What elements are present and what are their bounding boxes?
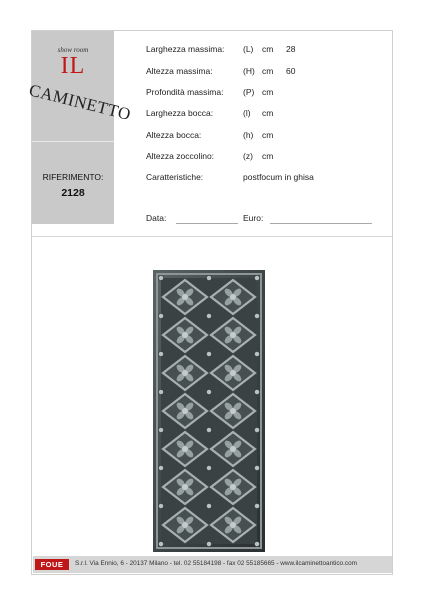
features-value: postfocum in ghisa — [243, 172, 314, 182]
panel-rivet — [206, 503, 211, 508]
date-euro-row — [146, 213, 376, 227]
euro-line — [270, 223, 372, 224]
panel-rivet — [254, 465, 259, 470]
logo-show-room: show room — [57, 46, 89, 54]
panel-rivet — [158, 275, 163, 280]
spec-symbol: (l) — [243, 108, 251, 118]
ornament-center — [230, 484, 236, 490]
ornament-center — [182, 522, 188, 528]
ornament-center — [230, 332, 236, 338]
spec-symbol: (z) — [243, 151, 253, 161]
panel-rivet — [254, 427, 259, 432]
spec-row — [146, 151, 376, 165]
spec-unit: cm — [262, 66, 274, 76]
ornament-center — [230, 294, 236, 300]
spec-label: Altezza massima: — [146, 66, 213, 76]
spec-symbol: (H) — [243, 66, 255, 76]
date-label: Data: — [146, 213, 167, 223]
panel-rivet — [158, 503, 163, 508]
panel-rivet — [254, 541, 259, 546]
spec-value: 28 — [286, 44, 296, 54]
spec-label: Larghezza bocca: — [146, 108, 214, 118]
panel-rivet — [206, 313, 211, 318]
spec-unit: cm — [262, 87, 274, 97]
footer-address: S.r.l. Via Ennio, 6 - 20137 Milano - tel. 02 55184198 - fax 02 55185665 - www.ilcaminettoantico.com — [75, 560, 357, 567]
panel-rivet — [158, 313, 163, 318]
panel-rivet — [254, 351, 259, 356]
spec-label: Altezza bocca: — [146, 130, 202, 140]
cast-iron-panel — [153, 270, 265, 552]
panel-rivet — [206, 465, 211, 470]
panel-rivet — [158, 351, 163, 356]
panel-rivet — [254, 275, 259, 280]
panel-rivet — [158, 427, 163, 432]
panel-rivet — [158, 541, 163, 546]
ornament-center — [182, 332, 188, 338]
spec-row — [146, 108, 376, 122]
footer-logo: FOUE — [35, 559, 69, 570]
spec-symbol: (h) — [243, 130, 254, 140]
spec-symbol: (P) — [243, 87, 255, 97]
footer-bar — [33, 556, 392, 573]
ornament-center — [230, 370, 236, 376]
ornament-center — [230, 446, 236, 452]
ornament-center — [182, 484, 188, 490]
date-line — [176, 223, 238, 224]
company-logo — [27, 31, 133, 141]
logo-brand: CAMINETTO — [27, 80, 133, 125]
panel-rivet — [206, 351, 211, 356]
spec-unit: cm — [262, 44, 274, 54]
spec-row — [146, 44, 376, 58]
features-row — [146, 172, 376, 186]
ornament-center — [182, 294, 188, 300]
panel-rivet — [206, 427, 211, 432]
panel-rivet — [254, 389, 259, 394]
spec-label: Profondità massima: — [146, 87, 224, 97]
panel-rivet — [254, 503, 259, 508]
reference-label: RIFERIMENTO: — [42, 172, 104, 182]
ornament-center — [182, 370, 188, 376]
ornament-center — [230, 522, 236, 528]
section-divider — [32, 236, 392, 237]
ornament-center — [230, 408, 236, 414]
spec-symbol: (L) — [243, 44, 254, 54]
spec-value: 60 — [286, 66, 296, 76]
panel-rivet — [158, 465, 163, 470]
reference-number: 2128 — [61, 187, 85, 199]
spec-unit: cm — [262, 130, 274, 140]
ornament-center — [182, 408, 188, 414]
reference-box — [32, 141, 114, 224]
features-label: Caratteristiche: — [146, 172, 204, 182]
panel-rivet — [206, 275, 211, 280]
spec-label: Larghezza massima: — [146, 44, 225, 54]
spec-row — [146, 66, 376, 80]
spec-unit: cm — [262, 108, 274, 118]
panel-rivet — [158, 389, 163, 394]
euro-label: Euro: — [243, 213, 264, 223]
spec-row — [146, 87, 376, 101]
spec-label: Altezza zoccolino: — [146, 151, 215, 161]
spec-unit: cm — [262, 151, 274, 161]
panel-rivet — [206, 389, 211, 394]
panel-rivet — [206, 541, 211, 546]
panel-rivet — [254, 313, 259, 318]
product-image — [153, 270, 265, 552]
ornament-center — [182, 446, 188, 452]
logo-il: IL — [60, 53, 86, 79]
spec-row — [146, 130, 376, 144]
